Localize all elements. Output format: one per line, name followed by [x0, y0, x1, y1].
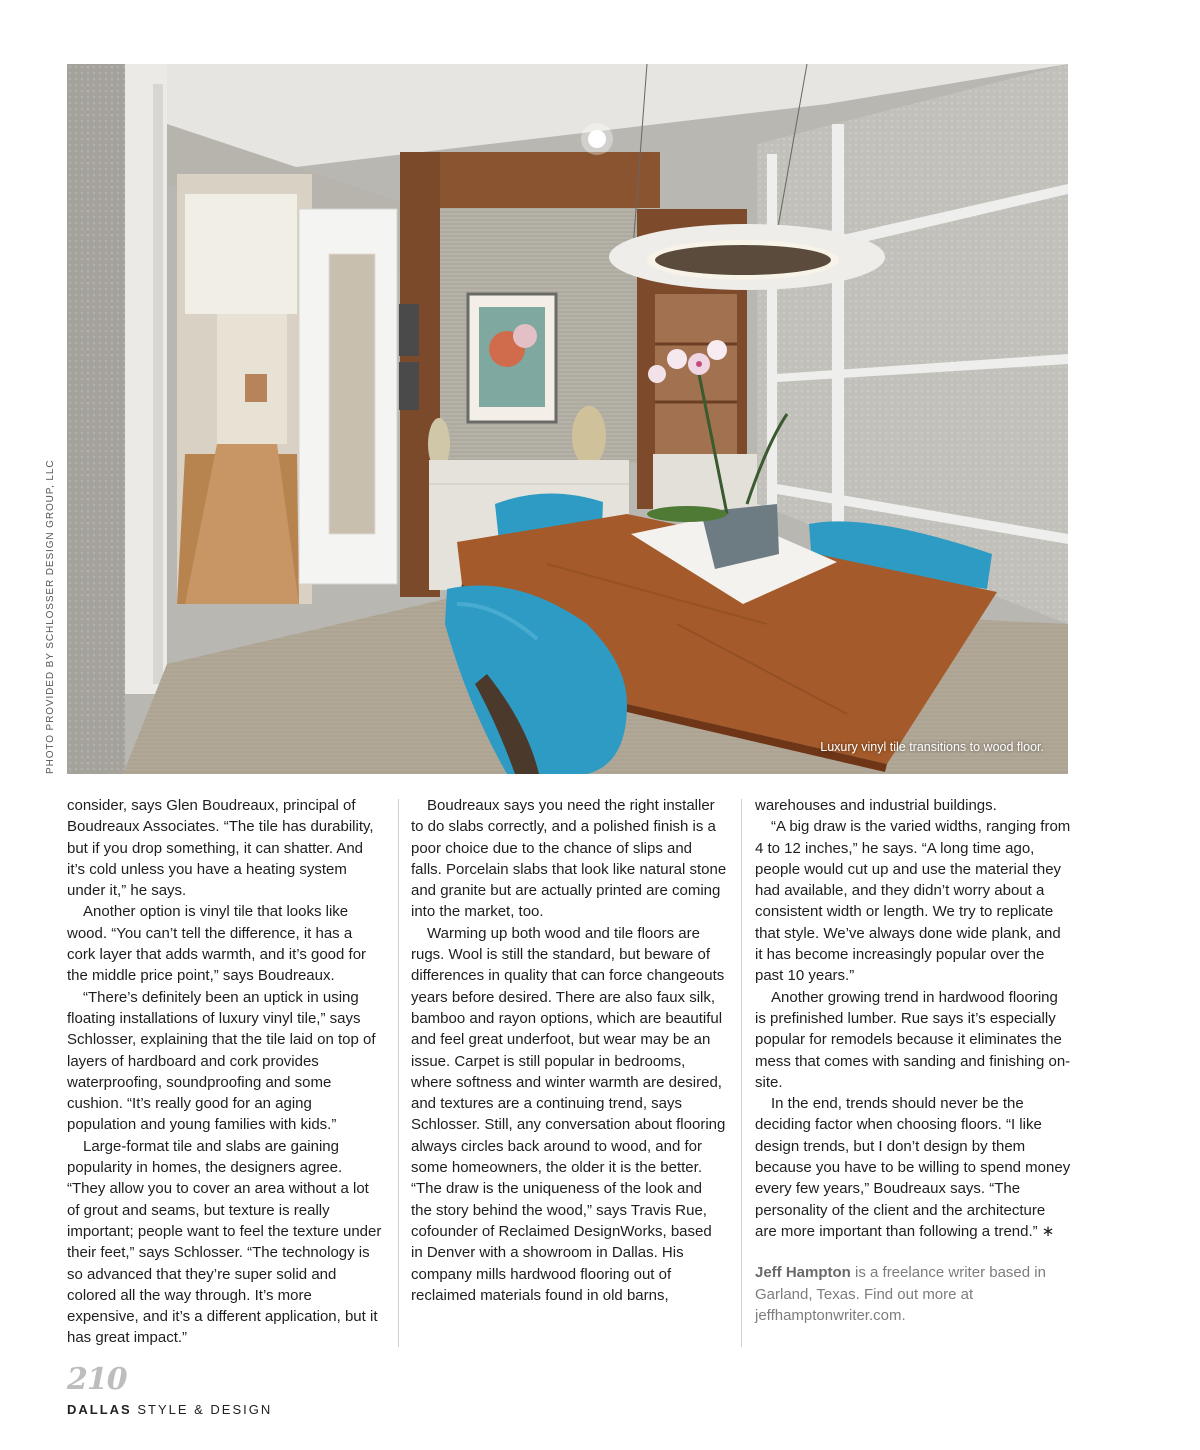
paragraph: “A big draw is the varied widths, ranging from 4 to 12 inches,” he says. “A long time ago, people would cut up and use the material they had available, and they didn’t worry about a consistent width or length. We try to replicate that style. We’ve always done wide plank, and it has become increasingly popular over the past 10 years.”	[755, 818, 1071, 985]
paragraph: Boudreaux says you need the right installer to do slabs correctly, and a polished finish is a poor choice due to the chance of slips and falls. Porcelain slabs that look like natural stone and granite but are actually printed are coming into the market, too.	[411, 797, 727, 921]
paragraph: Large-format tile and slabs are gaining popularity in homes, the designers agree. “They allow you to cover an area without a lot of grout and seams, but texture is really important; people want to feel the texture under their feet,” says Schlosser. “The technology is so advanced that they’re super solid and colored all the way through. It’s more expensive, and it’s a different application, but it has great impact.”	[67, 1137, 382, 1347]
paragraph: Another option is vinyl tile that looks like wood. “You can’t tell the difference, it has a cork layer that adds warmth, and it’s good for the middle price point,” says Boudreaux.	[67, 903, 367, 985]
author-bio	[755, 1262, 1071, 1326]
magazine-name-rest: STYLE & DESIGN	[131, 1402, 273, 1417]
article-column-1	[67, 795, 383, 1349]
paragraph: Another growing trend in hardwood flooring is prefinished lumber. Rue says it’s especially popular for remodels because it eliminates the mess that comes with sanding and finishing on-site.	[755, 988, 1071, 1091]
photo-caption: Luxury vinyl tile transitions to wood floor.	[820, 740, 1044, 754]
dining-room-illustration	[67, 64, 1068, 774]
paragraph: warehouses and industrial buildings.	[755, 797, 997, 814]
author-name: Jeff Hampton	[755, 1264, 851, 1282]
paragraph: In the end, trends should never be the deciding factor when choosing floors. “I like design trends, but I don’t design by them because you have to be willing to spend money every few years,” Boudreaux says. “The personality of the client and the architecture are more important than following a trend.” ∗	[755, 1095, 1071, 1240]
article-column-2	[411, 795, 727, 1306]
article-column-3	[755, 795, 1071, 1326]
magazine-name-bold: DALLAS	[67, 1402, 132, 1417]
paragraph: Warming up both wood and tile floors are rugs. Wool is still the standard, but beware of differences in quality that can force changeouts years before desired. There are also faux silk, bamboo and rayon options, which are beautiful and feel great underfoot, but wear may be an issue. Carpet is still popular in bedrooms, where softness and winter warmth are desired, and textures are a continuing trend, says Schlosser. Still, any conversation about flooring always circles back around to wood, and for some homeowners, the older it is the better. “The draw is the uniqueness of the look and the story behind the wood,” says Travis Rue, cofounder of Reclaimed DesignWorks, based in Denver with a showroom in Dallas. His company mills hardwood flooring out of reclaimed materials found in old barns,	[411, 924, 726, 1304]
author-bio-text: is a freelance writer based in Garland, Texas. Find out more at jeffhamptonwriter.com.	[755, 1264, 1046, 1324]
feature-photo	[67, 64, 1068, 774]
column-divider	[741, 799, 742, 1347]
paragraph: consider, says Glen Boudreaux, principal of Boudreaux Associates. “The tile has durability, but if you drop something, it can shatter. And it’s cold unless you have a heating system under it,” he says.	[67, 797, 374, 900]
column-divider	[398, 799, 399, 1347]
photo-credit: PHOTO PROVIDED BY SCHLOSSER DESIGN GROUP, LLC	[45, 459, 56, 774]
page-number: 210	[67, 1362, 127, 1397]
magazine-name	[67, 1402, 272, 1417]
paragraph: “There’s definitely been an uptick in using floating installations of luxury vinyl tile,” says Schlosser, explaining that the tile laid on top of layers of hardboard and cork provides waterproofing, soundproofing and some cushion. “It’s really good for an aging population and young families with kids.”	[67, 988, 376, 1134]
